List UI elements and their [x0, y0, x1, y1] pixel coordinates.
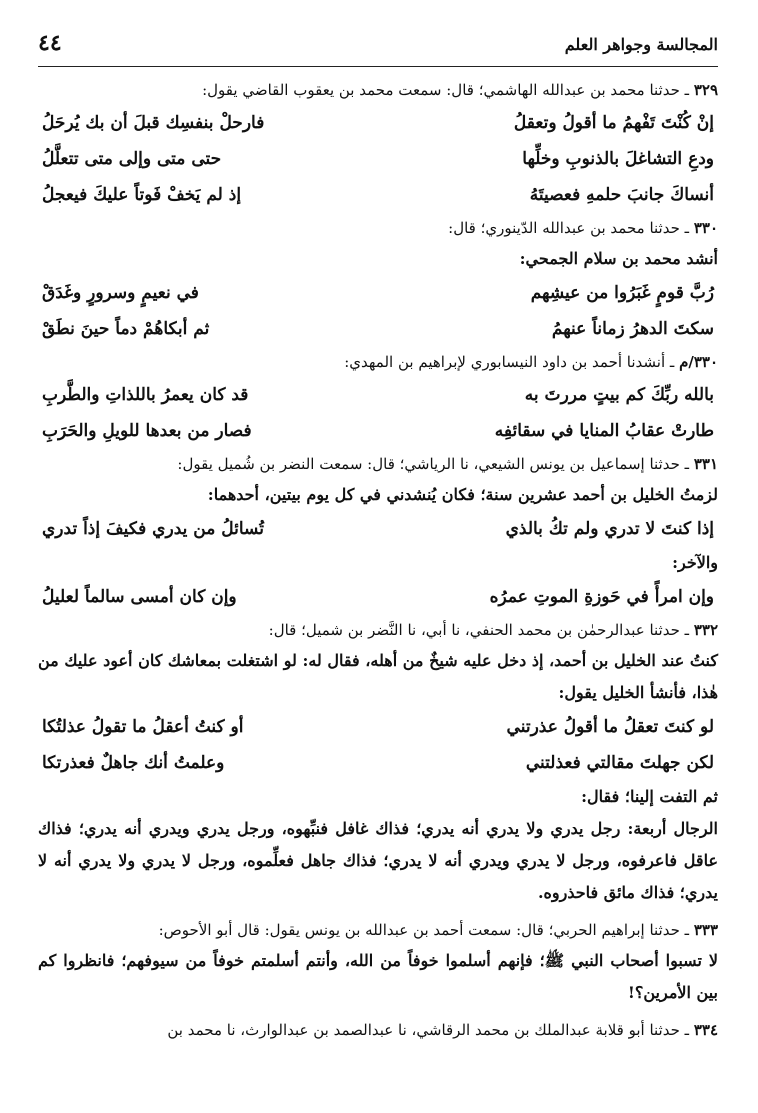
entry-number: ٣٣٠/م [679, 353, 718, 371]
entry-332-paragraph: الرجال أربعة: رجل يدري ولا يدري أنه يدري؛ فذاك غافل فنبِّهوه، ورجل يدري ويدري أنه يدري؛ فذاك عاقل فاعرفوه، ورجل لا يدري ويدري أنه لا يدري؛ فذاك جاهل فعلِّموه، ورجل لا يدري ولا يدري أنه لا يدري؛ فذاك مائق فاحذروه. [38, 819, 718, 902]
page-header [38, 30, 718, 67]
entry-334-isnad: ٣٣٤ ـ حدثنا أبو قلابة عبدالملك بن محمد الرقاشي، نا عبدالصمد بن عبدالوارث، نا محمد بن [167, 1021, 718, 1039]
entry-number: ٣٣٣ [693, 921, 718, 939]
entry-331-mid: والآخر: [672, 553, 718, 572]
verse-line: طارتْ عقابُ المنايا في سقائفِه فصار من بعدها للويلِ والحَرَبِ [42, 421, 714, 441]
page-number: ٤٤ [38, 30, 62, 56]
entry-number: ٣٣٠ [693, 219, 718, 237]
entry-number: ٣٢٩ [693, 81, 718, 99]
entry-332-after: ثم التفت إلينا؛ فقال: [581, 787, 718, 806]
verse-line: رُبَّ قومٍ غَبَرُوا من عيشِهم في نعيمٍ وسرورٍ وغَدَقْ [42, 283, 714, 303]
entry-330-text: أنشد محمد بن سلام الجمحي: [519, 249, 718, 268]
verse-line: أنساكَ جانبَ حلمهِ فعصيتَهُ إذ لم يَخفْ فَوتاً عليكَ فيعجلُ [42, 185, 714, 205]
verse-line: لكن جهلتَ مقالتي فعذلتني وعلمتُ أنك جاهلٌ فعذرتكا [42, 753, 714, 773]
entry-333-text: لا تسبوا أصحاب النبي ﷺ؛ فإنهم أسلموا خوفاً من الله، وأنتم أسلمتم خوفاً من سيوفهم؛ فانظروا كم بين الأمرين؟! [38, 951, 718, 1002]
verse-line: إذا كنتَ لا تدري ولم تكُ بالذي تُسائلُ من يدري فكيفَ إذاً تدري [42, 519, 714, 539]
entry-329-isnad: ٣٢٩ ـ حدثنا محمد بن عبدالله الهاشمي؛ قال: سمعت محمد بن يعقوب القاضي يقول: [202, 81, 718, 99]
running-title: المجالسة وجواهر العلم [564, 35, 718, 54]
entry-number: ٣٣٢ [693, 621, 718, 639]
verse-line: إنْ كُنْتَ تَفْهمُ ما أقولُ وتعقلُ فارحلْ بنفسِك قبلَ أن بك يُرحَلُ [42, 113, 714, 133]
verse-line: سكتَ الدهرُ زماناً عنهمُ ثم أبكاهُمْ دماً حينَ نطَقْ [42, 319, 714, 339]
entry-331-isnad: ٣٣١ ـ حدثنا إسماعيل بن يونس الشيعي، نا الرياشي؛ قال: سمعت النضر بن شُميل يقول: [177, 455, 718, 473]
verse-line: بالله ربِّكَ كم بيتٍ مررتَ به قد كان يعمرُ باللذاتِ والطَّربِ [42, 385, 714, 405]
entry-330m-isnad: ٣٣٠/م ـ أنشدنا أحمد بن داود النيسابوري لإبراهيم بن المهدي: [344, 353, 718, 371]
entry-331-text: لزمتُ الخليل بن أحمد عشرين سنة؛ فكان يُنشدني في كل يوم بيتين، أحدهما: [207, 485, 718, 504]
verse-line: وإن امرأً في حَوزةِ الموتِ عمرُه وإن كان أمسى سالماً لعليلُ [42, 587, 714, 607]
entry-330-isnad: ٣٣٠ ـ حدثنا محمد بن عبدالله الدّينوري؛ قال: [448, 219, 718, 237]
entry-332-text: كنتُ عند الخليل بن أحمد، إذ دخل عليه شيخٌ من أهله، فقال له: لو اشتغلت بمعاشك كان أعود عليك من هٰذا، فأنشأ الخليل يقول: [38, 651, 718, 702]
entry-number: ٣٣١ [693, 455, 718, 473]
entry-number: ٣٣٤ [693, 1021, 718, 1039]
verse-line: ودعِ التشاغلَ بالذنوبِ وخلِّها حتى متى وإلى متى تتعلَّلُ [42, 149, 714, 169]
entry-333-isnad: ٣٣٣ ـ حدثنا إبراهيم الحربي؛ قال: سمعت أحمد بن عبدالله بن يونس يقول: قال أبو الأحوص: [158, 921, 718, 939]
entry-332-isnad: ٣٣٢ ـ حدثنا عبدالرحمٰن بن محمد الحنفي، نا أبي، نا النَّضر بن شميل؛ قال: [268, 621, 718, 639]
verse-line: لو كنتَ تعقلُ ما أقولُ عذرتني أو كنتُ أعقلُ ما تقولُ عذلتُكا [42, 717, 714, 737]
